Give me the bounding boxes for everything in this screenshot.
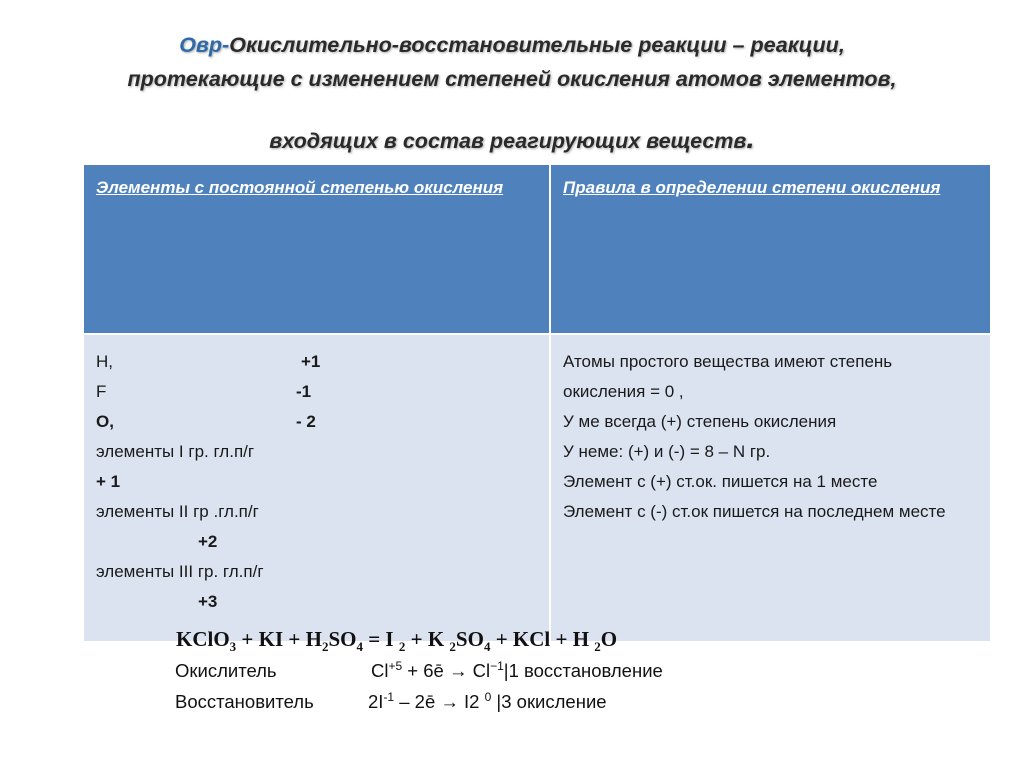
group-2-value: +2 <box>198 532 218 551</box>
rule-item: Элемент с (-) ст.ок пишется на последнем месте <box>563 502 946 521</box>
oxidation-state: -1 <box>383 690 395 704</box>
eq-part: + K <box>405 627 450 651</box>
reaction-equation <box>176 627 617 655</box>
group-1-value: + 1 <box>96 472 121 491</box>
rule-item: Элемент с (+) ст.ок. пишется на 1 месте <box>563 472 878 491</box>
oxidizer-half-reaction: + 6ē → Cl <box>402 660 491 682</box>
oxidation-state: −1 <box>490 659 504 673</box>
header-constant-elements: Элементы с постоянной степенью окисления <box>83 164 550 334</box>
reducer-half-reaction: – 2ē → I2 <box>394 691 485 713</box>
title-abbreviation: Овр- <box>179 33 230 57</box>
oxidizer-element: Cl <box>371 660 389 682</box>
eq-part: + KI + H <box>236 627 322 651</box>
group-3-label: элементы III гр. гл.п/г <box>96 562 264 581</box>
eq-sub: 4 <box>483 639 491 655</box>
oxidizer-note: |1 восстановление <box>503 660 663 682</box>
element-value: - 2 <box>296 412 316 431</box>
rule-item: У ме всегда (+) степень окисления <box>563 412 837 431</box>
eq-sub: 3 <box>229 639 237 655</box>
element-label: F <box>96 382 107 401</box>
oxidizer-label: Окислитель <box>175 660 277 682</box>
eq-part: SO <box>328 627 357 651</box>
eq-part: + KCl + H <box>490 627 595 651</box>
eq-sub: 2 <box>321 639 329 655</box>
eq-sub: 2 <box>449 639 456 655</box>
title-period: . <box>746 122 755 155</box>
table-header-row <box>83 164 991 334</box>
oxidizer-line <box>175 659 663 682</box>
title-line-3: входящих в состав реагирующих веществ <box>269 129 747 153</box>
element-label: H, <box>96 352 113 371</box>
group-3-value: +3 <box>198 592 218 611</box>
table-body-row <box>83 334 991 642</box>
element-label: O, <box>96 412 114 431</box>
slide-title <box>40 28 984 158</box>
constant-elements-cell <box>83 334 550 642</box>
rule-item: У неме: (+) и (-) = 8 – N гр. <box>563 442 771 461</box>
group-1-label: элементы I гр. гл.п/г <box>96 442 255 461</box>
eq-part: KClO <box>176 627 230 651</box>
eq-sub: 2 <box>398 639 406 655</box>
oxidation-table <box>82 163 992 643</box>
rules-cell <box>550 334 991 642</box>
group-2-label: элементы II гр .гл.п/г <box>96 502 259 521</box>
title-line-1: Окислительно-восстановительные реакции – реакции, <box>229 33 845 57</box>
title-line-2: протекающие с изменением степеней окисления атомов элементов, <box>127 67 897 91</box>
element-row-f <box>96 377 537 407</box>
eq-part: = I <box>362 627 399 651</box>
reducer-label: Восстановитель <box>175 691 314 713</box>
rule-item: Атомы простого вещества имеют степень окисления = 0 , <box>563 352 893 401</box>
eq-sub: 2 <box>594 639 601 655</box>
header-rules: Правила в определении степени окисления <box>550 164 991 334</box>
oxidation-state: +5 <box>388 659 403 673</box>
oxidation-state: 0 <box>484 690 492 704</box>
eq-part: O <box>600 627 618 651</box>
element-value: -1 <box>296 382 312 401</box>
reducer-element: 2I <box>368 691 384 713</box>
element-row-h <box>96 347 537 377</box>
reducer-note: |3 окисление <box>491 691 607 713</box>
reducer-line <box>175 690 607 713</box>
eq-part: SO <box>455 627 484 651</box>
element-value: +1 <box>301 352 321 371</box>
eq-sub: 4 <box>356 639 363 655</box>
element-row-o <box>96 407 537 437</box>
